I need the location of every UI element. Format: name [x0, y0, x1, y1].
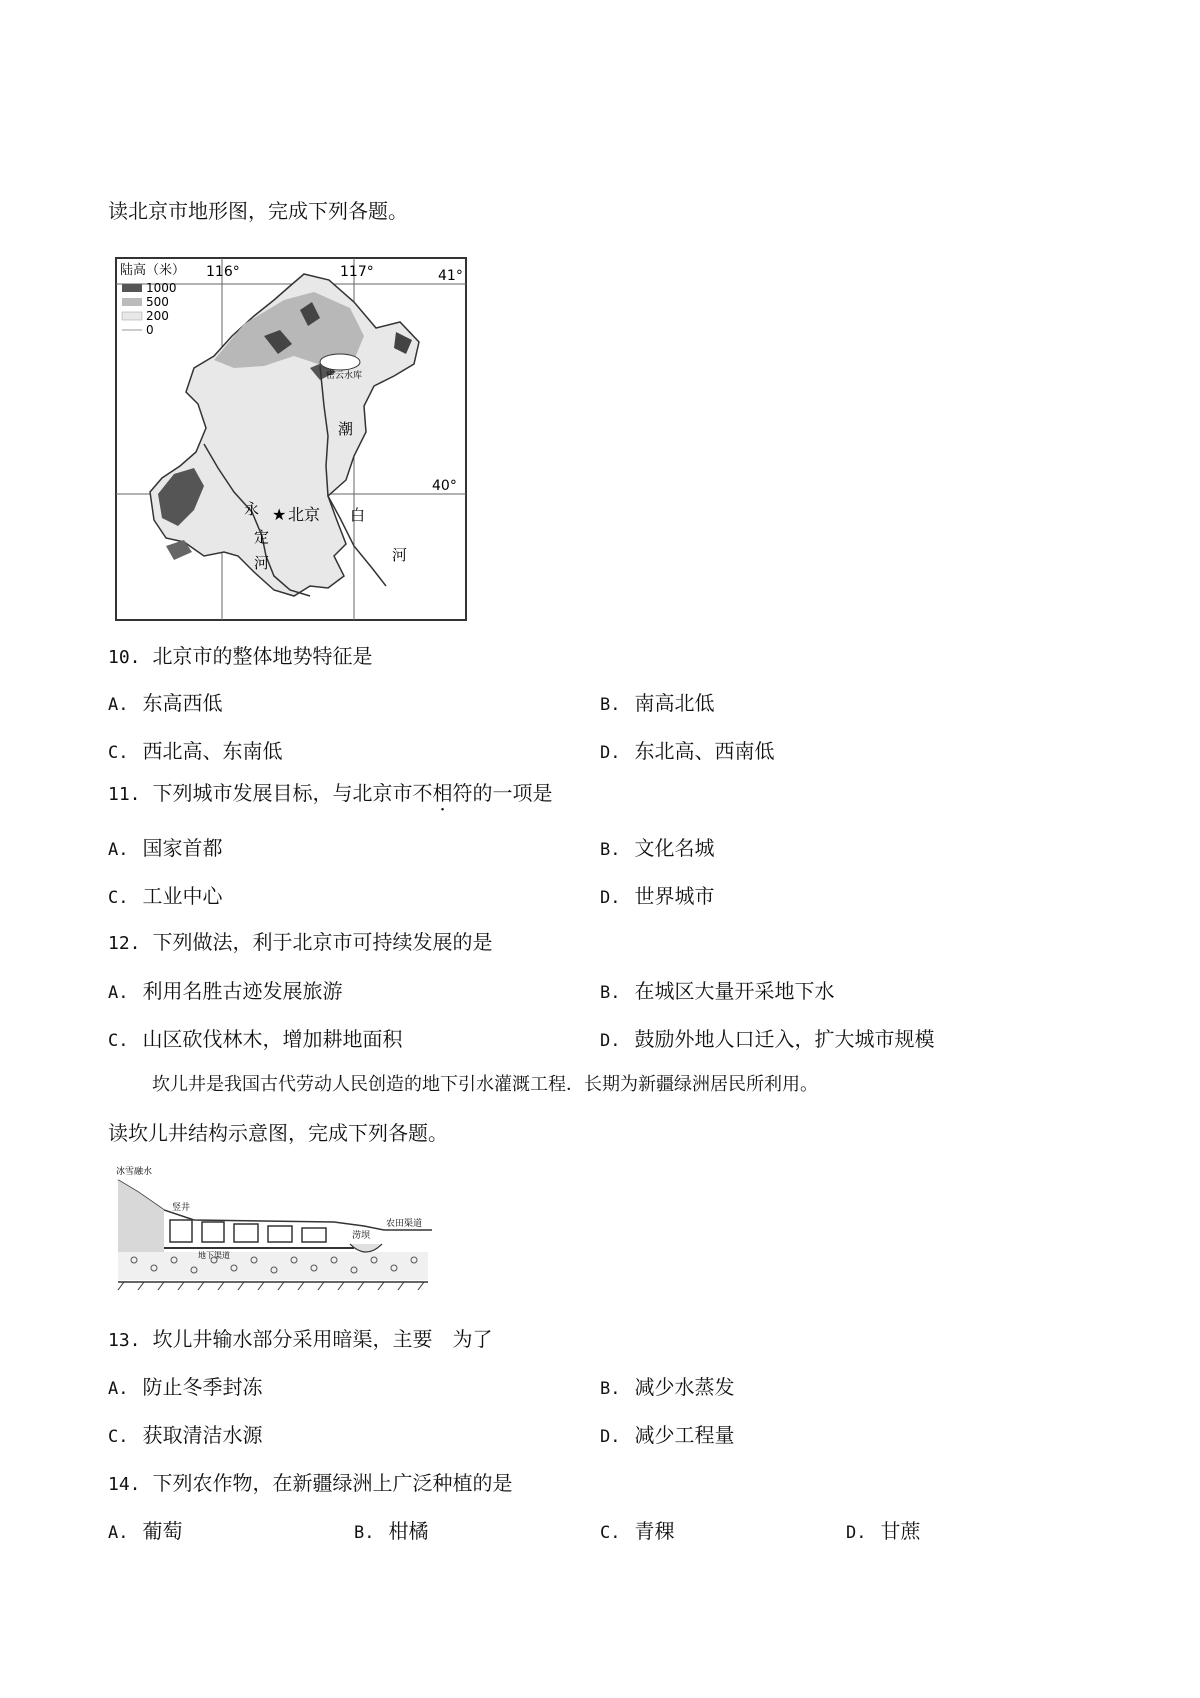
option-letter: D. [600, 1031, 621, 1051]
option-letter: D. [600, 743, 621, 763]
label-snowmelt: 冰雪融水 [116, 1167, 153, 1177]
q11-option-d[interactable] [600, 883, 714, 911]
option-text: 柑橘 [388, 1519, 429, 1543]
river-label-chaobai-1: 潮 [338, 420, 354, 438]
city-label-beijing: 北京 [288, 505, 321, 524]
karez-structure-diagram [114, 1164, 434, 1292]
option-letter: B. [600, 840, 621, 860]
q10-option-d[interactable] [600, 738, 774, 766]
q13-option-c[interactable] [108, 1422, 262, 1450]
q11-option-a[interactable] [108, 835, 222, 863]
legend-value-1000: 1000 [146, 281, 177, 295]
river-label-yongding-3: 河 [254, 554, 270, 572]
q12-option-a[interactable] [108, 978, 342, 1006]
q14-option-b[interactable] [354, 1518, 428, 1546]
question-13-number: 13. [108, 1330, 141, 1351]
option-letter: D. [600, 1427, 621, 1447]
option-letter: C. [108, 1031, 129, 1051]
river-label-yongding-2: 定 [254, 528, 270, 546]
option-text: 防止冬季封冻 [142, 1375, 263, 1399]
legend-title: 陆高（米） [120, 263, 186, 278]
intro-text-2: 读坎儿井结构示意图，完成下列各题。 [108, 1121, 448, 1145]
q12-option-b[interactable] [600, 978, 834, 1006]
question-11-number: 11. [108, 784, 141, 805]
option-text: 东高西低 [142, 691, 223, 715]
option-letter: B. [354, 1523, 375, 1543]
intro-text: 读北京市地形图，完成下列各题。 [108, 199, 408, 223]
question-10-number: 10. [108, 647, 141, 668]
q13-option-a[interactable] [108, 1374, 262, 1402]
option-text: 文化名城 [634, 836, 715, 860]
question-10-text: 北京市的整体地势特征是 [152, 644, 373, 668]
q14-option-c[interactable] [600, 1518, 674, 1546]
option-text: 鼓励外地人口迁入，扩大城市规模 [634, 1027, 935, 1051]
option-letter: A. [108, 1523, 129, 1543]
q13-option-b[interactable] [600, 1374, 734, 1402]
label-underground-channel: 地下渠道 [198, 1251, 230, 1260]
passage-text: 坎儿井是我国古代劳动人民创造的地下引水灌溉工程．长期为新疆绿洲居民所利用。 [152, 1074, 818, 1095]
question-10 [108, 643, 373, 671]
option-text: 东北高、西南低 [634, 739, 775, 763]
q12-option-d[interactable] [600, 1026, 934, 1054]
question-11 [108, 780, 553, 808]
option-letter: B. [600, 695, 621, 715]
option-text: 青稞 [634, 1519, 675, 1543]
capital-star-icon: ★ [272, 505, 287, 524]
question-13 [108, 1326, 493, 1354]
lon-label-117: 117° [340, 264, 374, 280]
option-text: 获取清洁水源 [142, 1423, 263, 1447]
option-text: 工业中心 [142, 884, 223, 908]
label-farm-channel: 农田渠道 [386, 1219, 423, 1229]
question-11-text-before: 下列城市发展目标，与北京市 [152, 781, 413, 805]
q14-option-d[interactable] [846, 1518, 920, 1546]
question-12 [108, 929, 493, 957]
option-letter: C. [108, 743, 129, 763]
option-text: 在城区大量开采地下水 [634, 979, 835, 1003]
label-vertical-well: 竖井 [172, 1203, 191, 1213]
lat-label-40: 40° [432, 478, 457, 494]
legend-value-200: 200 [146, 309, 169, 323]
option-letter: A. [108, 1379, 129, 1399]
reservoir-label: 密云水库 [326, 371, 363, 381]
river-label-chaobai-2: 白 [350, 506, 366, 524]
option-text: 甘蔗 [880, 1519, 921, 1543]
option-letter: C. [108, 1427, 129, 1447]
q11-option-b[interactable] [600, 835, 714, 863]
option-letter: A. [108, 840, 129, 860]
q14-option-a[interactable] [108, 1518, 182, 1546]
option-letter: D. [600, 888, 621, 908]
legend-value-500: 500 [146, 295, 169, 309]
option-text: 山区砍伐林木，增加耕地面积 [142, 1027, 403, 1051]
option-text: 世界城市 [634, 884, 715, 908]
lon-label-116: 116° [206, 264, 240, 280]
q10-option-c[interactable] [108, 738, 282, 766]
question-12-text: 下列做法，利于北京市可持续发展的是 [152, 930, 493, 954]
question-11-text-after: 的一项是 [472, 781, 553, 805]
option-letter: A. [108, 695, 129, 715]
river-label-chaobai-3: 河 [392, 546, 408, 564]
option-letter: C. [108, 888, 129, 908]
q11-option-c[interactable] [108, 883, 222, 911]
question-11-emphasis: 不相符 [412, 781, 473, 805]
option-text: 南高北低 [634, 691, 715, 715]
question-14-text: 下列农作物，在新疆绿洲上广泛种植的是 [152, 1471, 513, 1495]
q10-option-a[interactable] [108, 690, 222, 718]
q12-option-c[interactable] [108, 1026, 402, 1054]
q10-option-b[interactable] [600, 690, 714, 718]
option-text: 利用名胜古迹发展旅游 [142, 979, 343, 1003]
q13-option-d[interactable] [600, 1422, 734, 1450]
option-letter: C. [600, 1523, 621, 1543]
option-letter: A. [108, 983, 129, 1003]
option-letter: B. [600, 1379, 621, 1399]
legend-value-0: 0 [146, 323, 154, 337]
option-text: 减少工程量 [634, 1423, 735, 1447]
option-text: 减少水蒸发 [634, 1375, 735, 1399]
question-12-number: 12. [108, 933, 141, 954]
option-text: 国家首都 [142, 836, 223, 860]
river-label-yongding-1: 永 [244, 500, 260, 518]
beijing-terrain-map [114, 256, 470, 624]
question-14 [108, 1470, 513, 1498]
question-13-text: 坎儿井输水部分采用暗渠，主要 为了 [152, 1327, 493, 1351]
label-pond: 涝坝 [352, 1231, 371, 1241]
option-letter: D. [846, 1523, 867, 1543]
option-letter: B. [600, 983, 621, 1003]
option-text: 葡萄 [142, 1519, 183, 1543]
option-text: 西北高、东南低 [142, 739, 283, 763]
question-14-number: 14. [108, 1474, 141, 1495]
lat-label-41: 41° [438, 268, 463, 284]
